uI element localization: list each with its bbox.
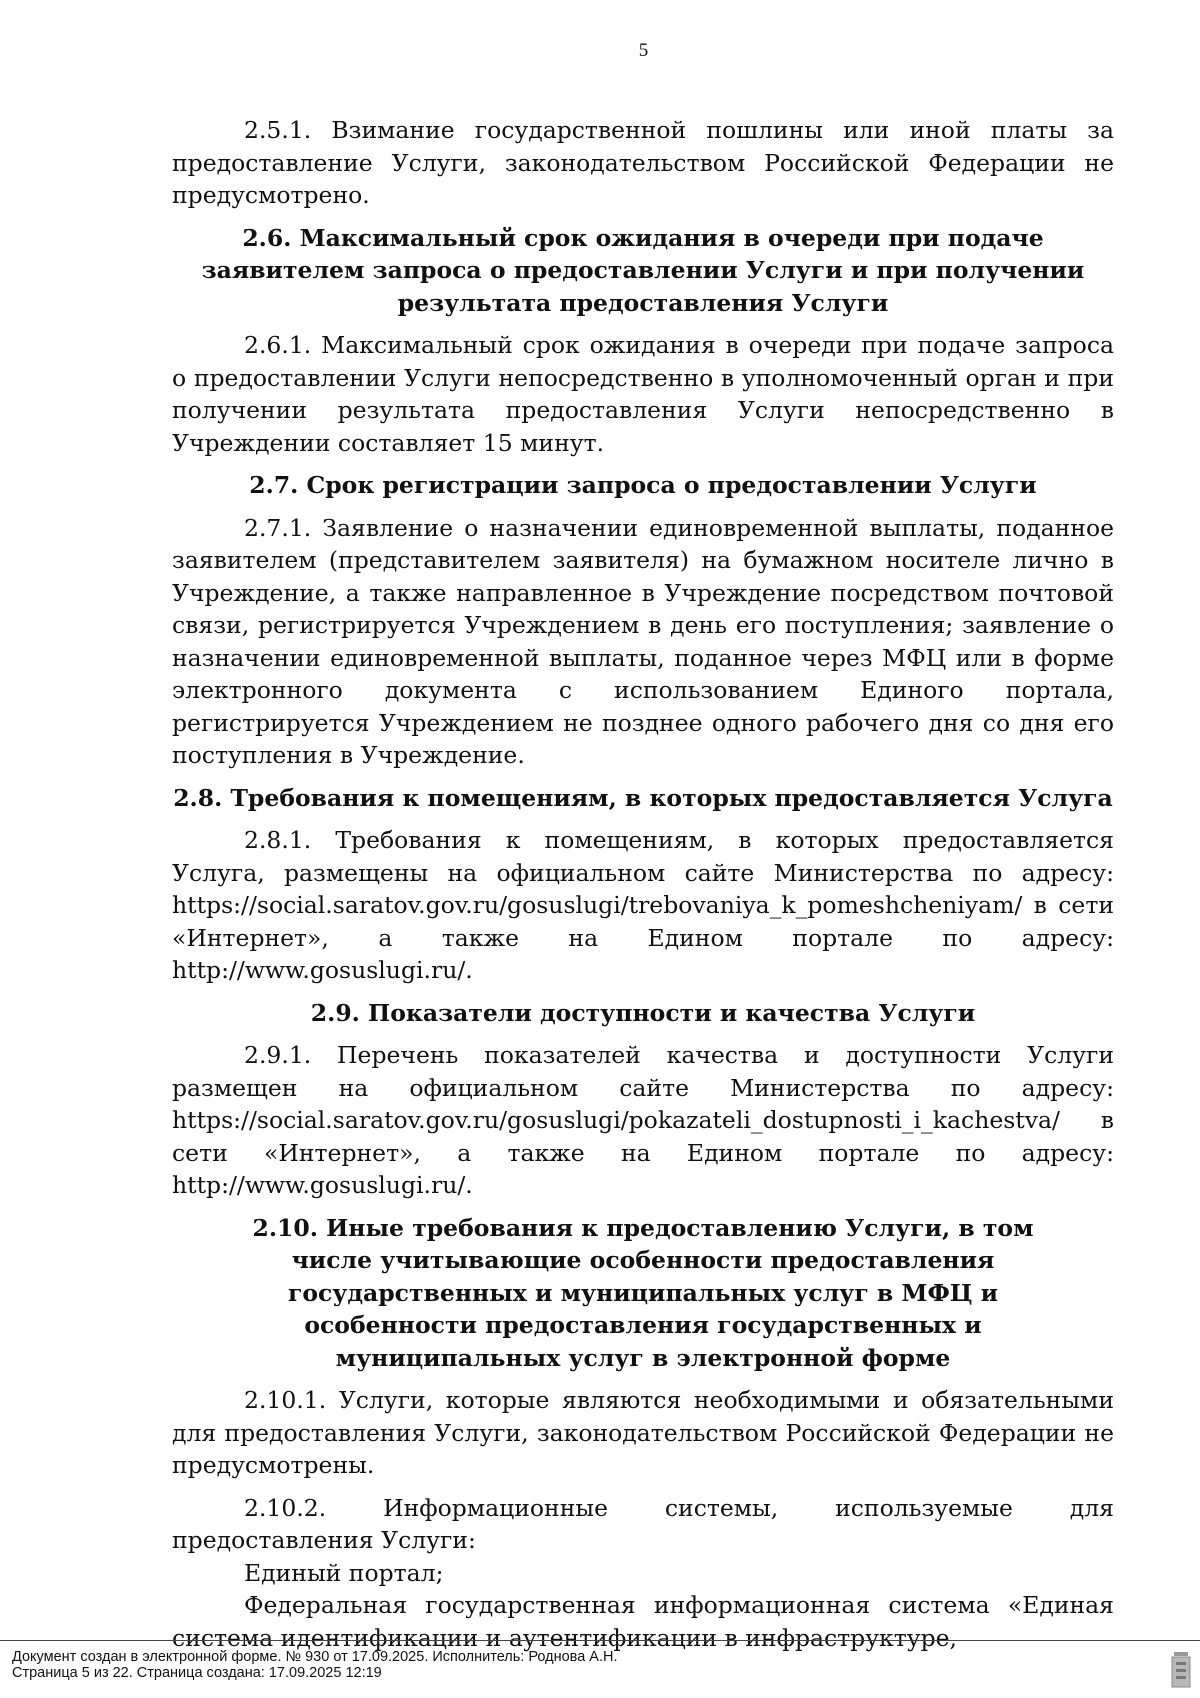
paragraph-2-5-1: 2.5.1. Взимание государственной пошлины или иной платы за предоставление Услуги, законодательством Российской Федерации не предусмотрено. xyxy=(172,116,1114,209)
document-stamp-icon xyxy=(1170,1650,1192,1690)
heading-2-9: 2.9. Показатели доступности и качества Услуги xyxy=(310,998,976,1027)
paragraph-2-9-1: 2.9.1. Перечень показателей качества и доступности Услуги размещен на официальном сайте Министерства по адресу: https://social.saratov.gov.ru/gosuslugi/pokazateli_dostupnosti_i_kachestva/ в сети «Интернет», а также на Едином портале по адресу: http://www.gosuslugi.ru/. xyxy=(172,1041,1114,1199)
paragraph-2-10-2: 2.10.2. Информационные системы, используемые для предоставления Услуги: xyxy=(172,1493,1114,1554)
list-item: Единый портал; xyxy=(244,1558,444,1587)
heading-2-8: 2.8. Требования к помещениям, в которых предоставляется Услуга xyxy=(173,783,1113,812)
heading-2-10: 2.10. Иные требования к предоставлению Услуги, в том числе учитывающие особенности предоставления государственных и муниципальных услуг в МФЦ и особенности предоставления государственных и муниципальных услуг в электронной форме xyxy=(252,1213,1034,1372)
paragraph-2-8-1: 2.8.1. Требования к помещениям, в которых предоставляется Услуга, размещены на официальном сайте Министерства по адресу: https://social.saratov.gov.ru/gosuslugi/trebovaniya_k_pomeshcheniyam/ в сети «Интернет», а также на Едином портале по адресу: http://www.gosuslugi.ru/. xyxy=(172,826,1114,984)
paragraph-2-7-1: 2.7.1. Заявление о назначении единовременной выплаты, поданное заявителем (представителем заявителя) на бумажном носителе лично в Учреждение, а также направленное в Учреждение посредством почтовой связи, регистрируется Учреждением в день его поступления; заявление о назначении единовременной выплаты, поданное через МФЦ или в форме электронного документа с использованием Единого портала, регистрируется Учреждением не позднее одного рабочего дня со дня его поступления в Учреждение. xyxy=(172,513,1114,769)
heading-2-7: 2.7. Срок регистрации запроса о предоставлении Услуги xyxy=(249,471,1037,499)
paragraph-2-6-1: 2.6.1. Максимальный срок ожидания в очереди при подаче запроса о предоставлении Услуги непосредственно в уполномоченный орган и при получении результата предоставления Услуги непосредственно в Учреждении составляет 15 минут. xyxy=(172,331,1114,457)
list-item: Федеральная государственная информационная система «Единая система идентификации и аутентификации в инфраструктуре, xyxy=(172,1591,1114,1652)
footer-line-2: Страница 5 из 22. Страница создана: 17.09.2025 12:19 xyxy=(12,1665,382,1681)
page-number: 5 xyxy=(638,40,649,61)
heading-2-6: 2.6. Максимальный срок ожидания в очереди при подаче заявителем запроса о предоставлении Услуги и при получении результата предоставления Услуги xyxy=(201,223,1085,317)
document-body xyxy=(172,114,1114,1654)
document-footer xyxy=(0,1640,1200,1681)
footer-line-1: Документ создан в электронной форме. № 930 от 17.09.2025. Исполнитель: Роднова А.Н. xyxy=(12,1649,618,1665)
paragraph-2-10-1: 2.10.1. Услуги, которые являются необходимыми и обязательными для предоставления Услуги, законодательством Российской Федерации не предусмотрены. xyxy=(172,1386,1114,1479)
